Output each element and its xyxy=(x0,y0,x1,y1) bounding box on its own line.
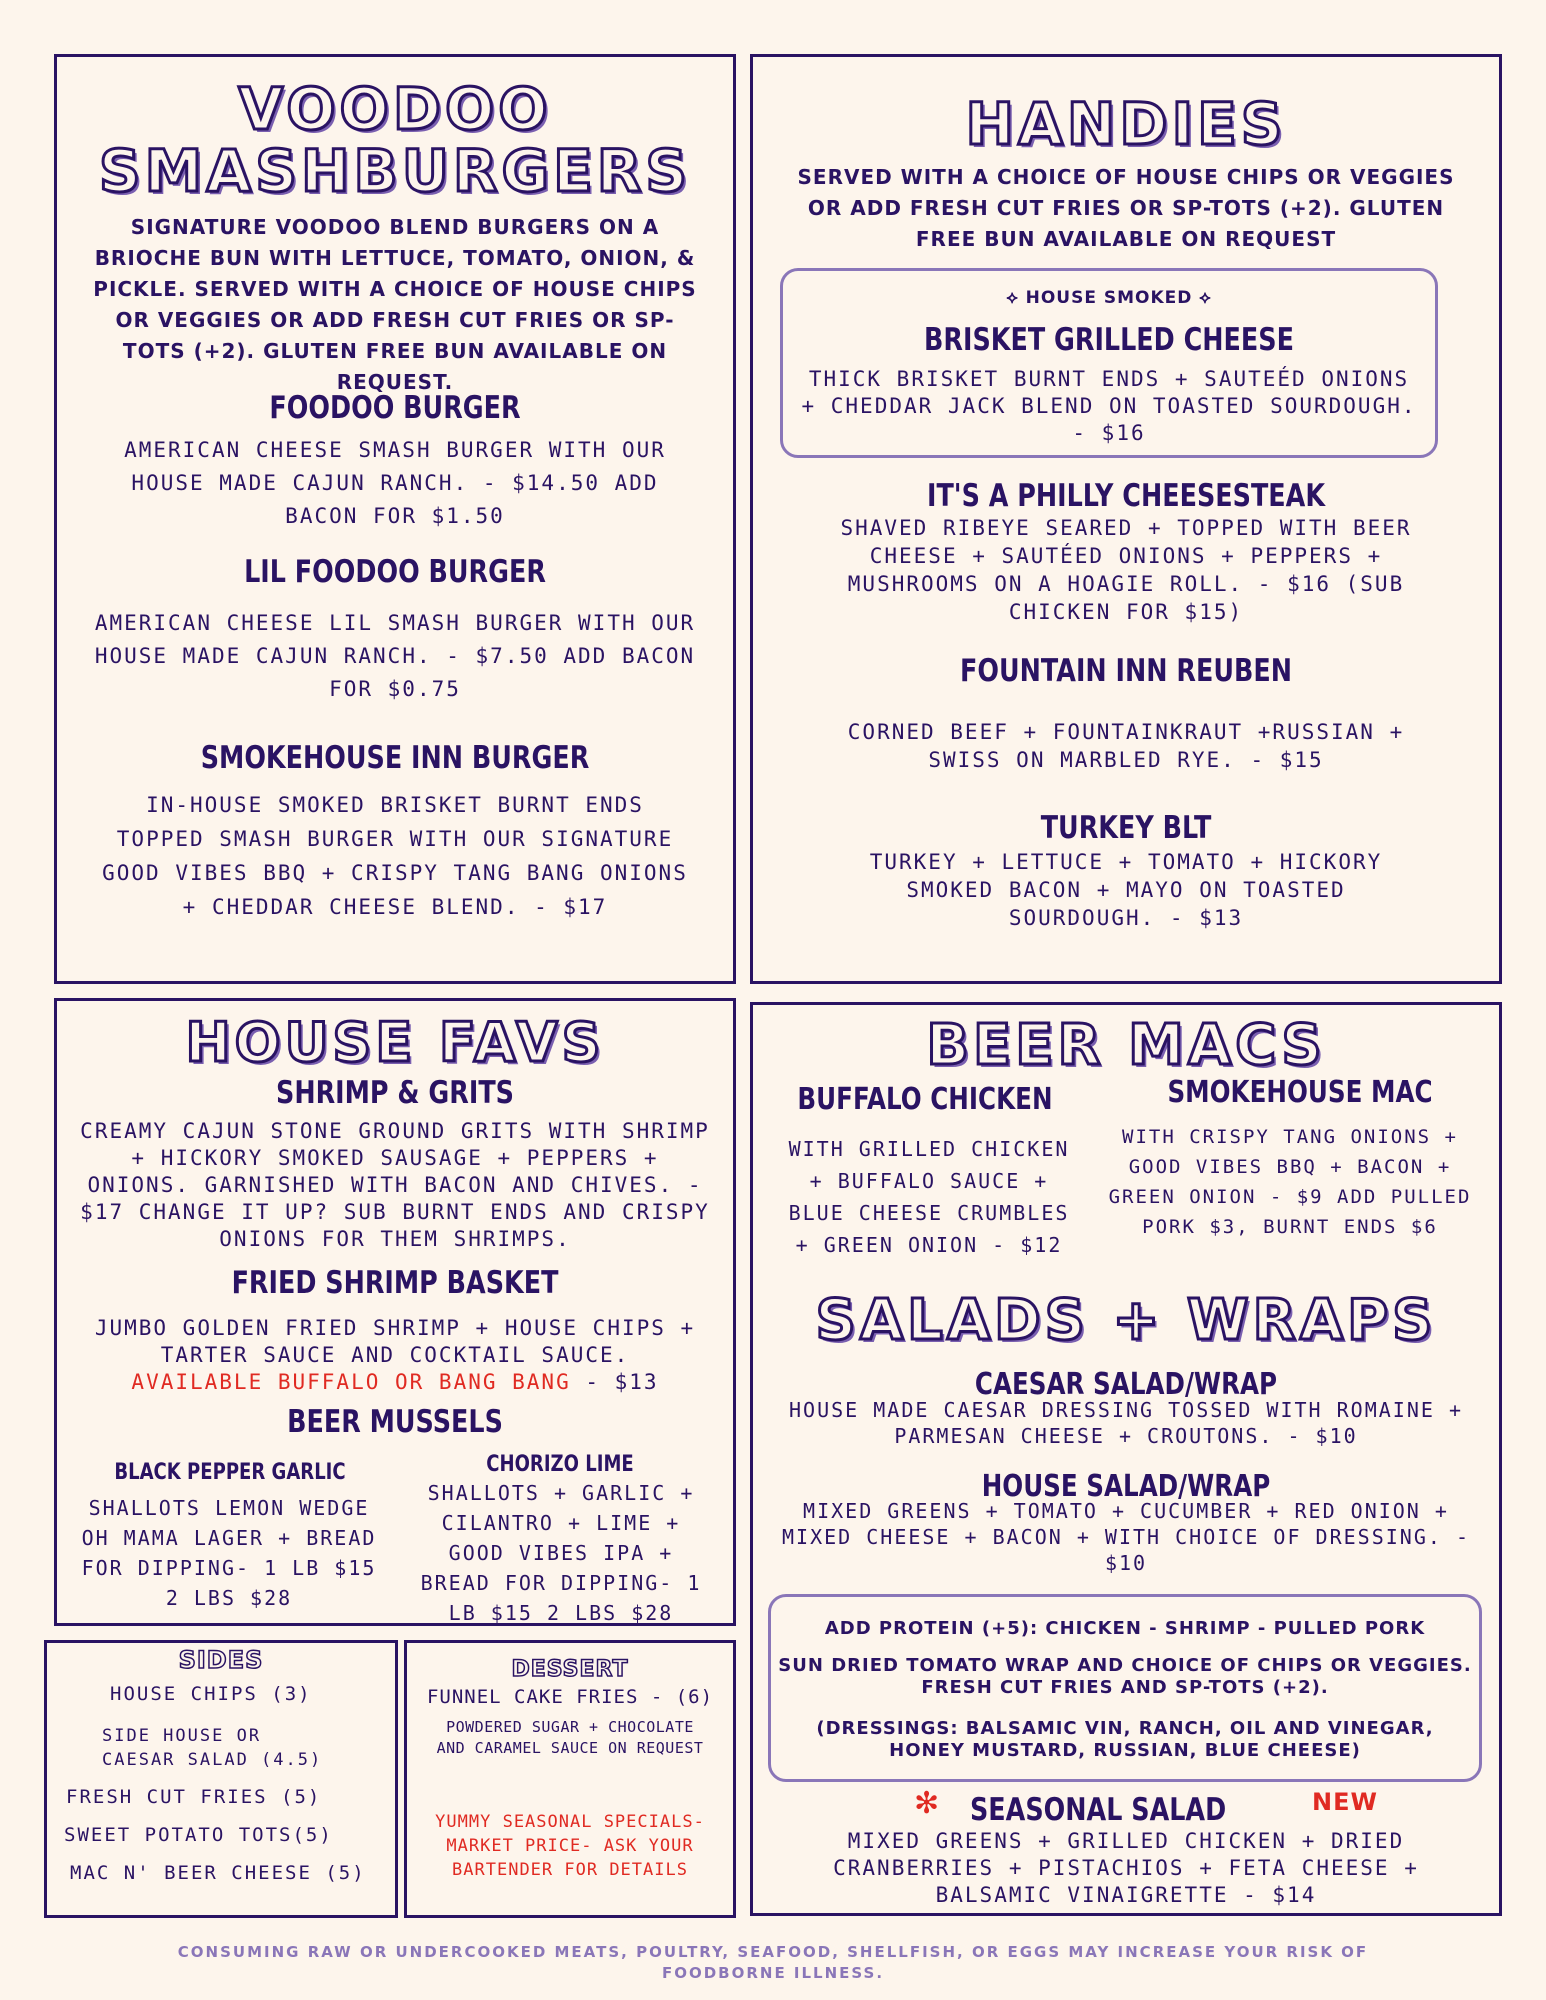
menu-item-desc: WITH GRILLED CHICKEN + BUFFALO SAUCE + BLUE CHEESE CRUMBLES + GREEN ONION - $12 xyxy=(788,1137,1070,1257)
menu-item-name: SMOKEHOUSE INN BURGER xyxy=(200,740,590,776)
voodoo-intro: SIGNATURE VOODOO BLEND BURGERS ON A BRIOCHE BUN WITH LETTUCE, TOMATO, ONION, & PICKLE. SERVED WITH A CHOICE OF HOUSE CHIPS OR VEGGIES OR ADD FRESH CUT FRIES OR SP-TOTS (+2). GLUTEN FREE BUN AVAILABLE ON REQUEST. xyxy=(93,215,697,394)
handies-title: HANDIES xyxy=(965,90,1287,158)
menu-item-desc: AMERICAN CHEESE LIL SMASH BURGER WITH OUR HOUSE MADE CAJUN RANCH. - $7.50 ADD BACON FOR $0.75 xyxy=(94,611,696,701)
side-item: CAESAR SALAD (4.5) xyxy=(102,1750,323,1770)
menu-item-desc: MIXED GREENS + TOMATO + CUCUMBER + RED ONION + MIXED CHEESE + BACON + WITH CHOICE OF DRESSING. - $10 xyxy=(781,1499,1470,1575)
dessert-note: POWDERED SUGAR + CHOCOLATE AND CARAMEL SAUCE ON REQUEST xyxy=(436,1718,704,1757)
seasonal-salad-name: SEASONAL SALAD xyxy=(970,1792,1227,1828)
mussels-option-name: BLACK PEPPER GARLIC xyxy=(114,1460,346,1485)
menu-item-desc: WITH CRISPY TANG ONIONS + GOOD VIBES BBQ + BACON + GREEN ONION - $9 ADD PULLED PORK $3, BURNT ENDS $6 xyxy=(1108,1126,1472,1238)
sparkle-icon: ⟡ xyxy=(1006,288,1019,308)
menu-item-name: FOUNTAIN INN REUBEN xyxy=(960,653,1292,689)
dessert-title: DESSERT xyxy=(511,1657,629,1682)
featured-item-desc: THICK BRISKET BURNT ENDS + SAUTEÉD ONIONS + CHEDDAR JACK BLEND ON TOASTED SOURDOUGH. - $16 xyxy=(801,367,1417,445)
fried-shrimp-desc: JUMBO GOLDEN FRIED SHRIMP + HOUSE CHIPS + TARTER SAUCE AND COCKTAIL SAUCE. xyxy=(94,1316,696,1367)
sides-title: SIDES xyxy=(178,1646,264,1674)
handies-intro: SERVED WITH A CHOICE OF HOUSE CHIPS OR VEGGIES OR ADD FRESH CUT FRIES OR SP-TOTS (+2). GLUTEN FREE BUN AVAILABLE ON REQUEST xyxy=(797,165,1455,251)
dessert-item: FUNNEL CAKE FRIES - (6) xyxy=(426,1686,714,1708)
salad-protein-note: ADD PROTEIN (+5): CHICKEN - SHRIMP - PULLED PORK xyxy=(824,1618,1426,1639)
new-badge: NEW xyxy=(1312,1788,1378,1816)
menu-item-desc: TURKEY + LETTUCE + TOMATO + HICKORY SMOKED BACON + MAYO ON TOASTED SOURDOUGH. - $13 xyxy=(869,850,1383,930)
menu-item-desc xyxy=(90,1315,700,1396)
salad-wrap-note: SUN DRIED TOMATO WRAP AND CHOICE OF CHIPS OR VEGGIES. FRESH CUT FRIES AND SP-TOTS (+2). xyxy=(778,1655,1472,1698)
menu-item-desc: IN-HOUSE SMOKED BRISKET BURNT ENDS TOPPED SMASH BURGER WITH OUR SIGNATURE GOOD VIBES BBQ + CRISPY TANG BANG ONIONS + CHEDDAR CHEESE BLEND. - $17 xyxy=(102,793,688,919)
beer-macs-title: BEER MACS xyxy=(926,1013,1326,1078)
mussels-option-desc: SHALLOTS + GARLIC + CILANTRO + LIME + GOOD VIBES IPA + BREAD FOR DIPPING- 1 LB $15 2 LBS $28 xyxy=(420,1481,702,1625)
mussels-option-name: CHORIZO LIME xyxy=(486,1452,634,1477)
voodoo-title-line1: VOODOO xyxy=(238,75,552,143)
menu-item-desc: AMERICAN CHEESE SMASH BURGER WITH OUR HOUSE MADE CAJUN RANCH. - $14.50 ADD BACON FOR $1.50 xyxy=(124,438,666,528)
salad-dressings-note: (DRESSINGS: BALSAMIC VIN, RANCH, OIL AND VINEGAR, HONEY MUSTARD, RUSSIAN, BLUE CHEESE) xyxy=(816,1718,1434,1761)
menu-item-name: BUFFALO CHICKEN xyxy=(797,1082,1053,1117)
menu-item-name: SMOKEHOUSE MAC xyxy=(1167,1075,1433,1110)
voodoo-title-line2: SMASHBURGERS xyxy=(98,137,692,205)
side-item: FRESH CUT FRIES (5) xyxy=(66,1786,322,1808)
menu-item-name: IT'S A PHILLY CHEESESTEAK xyxy=(926,478,1326,514)
menu-item-name: BEER MUSSELS xyxy=(287,1404,503,1440)
house-favs-title: HOUSE FAVS xyxy=(185,1011,605,1074)
menu-item-desc: SHAVED RIBEYE SEARED + TOPPED WITH BEER CHEESE + SAUTÉED ONIONS + PEPPERS + MUSHROOMS ON A HOAGIE ROLL. - $16 (SUB CHICKEN FOR $15) xyxy=(840,516,1412,624)
fried-shrimp-availability: AVAILABLE BUFFALO OR BANG BANG xyxy=(131,1370,571,1394)
mussels-option-desc: SHALLOTS LEMON WEDGE OH MAMA LAGER + BREAD FOR DIPPING- 1 LB $15 2 LBS $28 xyxy=(81,1496,377,1610)
side-item: MAC N' BEER CHEESE (5) xyxy=(70,1862,366,1884)
menu-item-name: HOUSE SALAD/WRAP xyxy=(981,1469,1271,1504)
salads-title: SALADS + WRAPS xyxy=(815,1288,1437,1353)
footer-disclaimer: CONSUMING RAW OR UNDERCOOKED MEATS, POULTRY, SEAFOOD, SHELLFISH, OR EGGS MAY INCREASE YOUR RISK OF FOODBORNE ILLNESS. xyxy=(177,1943,1369,1982)
menu-item-name: FOODOO BURGER xyxy=(269,390,521,426)
featured-tag-label: HOUSE SMOKED xyxy=(1025,288,1193,308)
seasonal-salad-desc: MIXED GREENS + GRILLED CHICKEN + DRIED CRANBERRIES + PISTACHIOS + FETA CHEESE + BALSAMIC VINAIGRETTE - $14 xyxy=(833,1829,1419,1907)
menu-item-name: TURKEY BLT xyxy=(1040,810,1212,846)
menu-item-name: SHRIMP & GRITS xyxy=(276,1075,514,1111)
menu-item-name: CAESAR SALAD/WRAP xyxy=(974,1367,1278,1402)
fried-shrimp-price: - $13 xyxy=(570,1370,659,1394)
featured-item-name: BRISKET GRILLED CHEESE xyxy=(924,322,1294,358)
menu-item-desc: CORNED BEEF + FOUNTAINKRAUT +RUSSIAN + SWISS ON MARBLED RYE. - $15 xyxy=(847,720,1405,772)
featured-tag xyxy=(780,288,1438,308)
menu-item-name: FRIED SHRIMP BASKET xyxy=(231,1265,559,1301)
menu-item-name: LIL FOODOO BURGER xyxy=(244,554,546,590)
side-item: SWEET POTATO TOTS(5) xyxy=(64,1824,333,1846)
asterisk-icon: ✻ xyxy=(914,1786,940,1821)
side-item: SIDE HOUSE OR xyxy=(102,1726,262,1746)
side-item: HOUSE CHIPS (3) xyxy=(110,1683,312,1705)
dessert-special: YUMMY SEASONAL SPECIALS- MARKET PRICE- ASK YOUR BARTENDER FOR DETAILS xyxy=(435,1812,705,1880)
menu-item-desc: CREAMY CAJUN STONE GROUND GRITS WITH SHRIMP + HICKORY SMOKED SAUSAGE + PEPPERS + ONIONS. GARNISHED WITH BACON AND CHIVES. - $17 CHANGE IT UP? SUB BURNT ENDS AND CRISPY ONIONS FOR THEM SHRIMPS. xyxy=(80,1119,710,1251)
sparkle-icon: ⟡ xyxy=(1199,288,1212,308)
menu-item-desc: HOUSE MADE CAESAR DRESSING TOSSED WITH ROMAINE + PARMESAN CHEESE + CROUTONS. - $10 xyxy=(789,1398,1463,1448)
